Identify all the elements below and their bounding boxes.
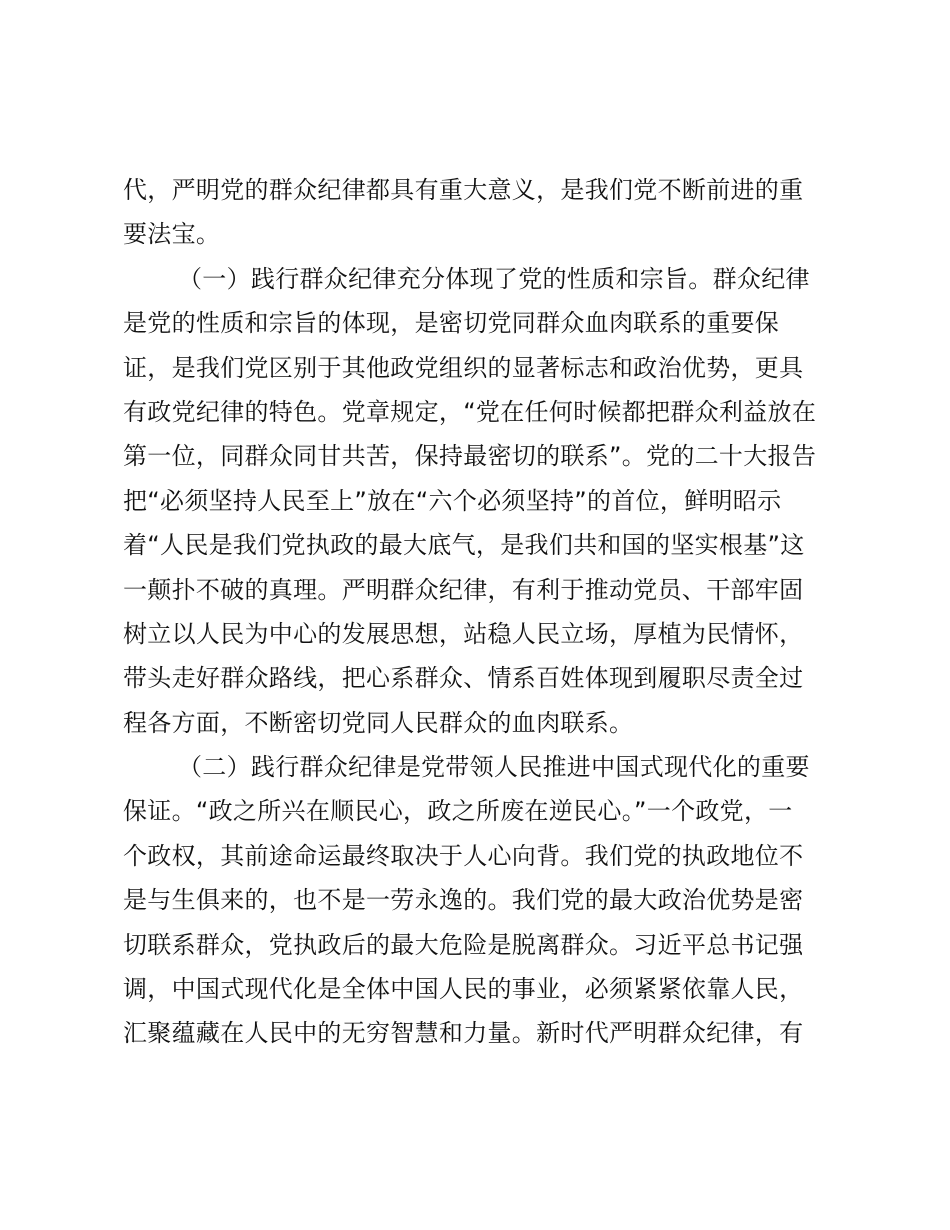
text-line: 着“人民是我们党执政的最大底气，是我们共和国的坚实根基”这 <box>123 531 805 560</box>
text-line: 保证。“政之所兴在顺民心，政之所废在逆民心。”一个政党，一 <box>123 797 793 826</box>
text-line: 程各方面，不断密切党同人民群众的血肉联系。 <box>123 708 634 737</box>
text-line: 代，严明党的群众纪律都具有重大意义，是我们党不断前进的重 <box>123 176 804 204</box>
text-line: 调，中国式现代化是全体中国人民的事业，必须紧紧依靠人民， <box>123 975 804 1004</box>
text-line: 有政党纪律的特色。党章规定，“党在任何时候都把群众利益放在 <box>123 397 817 426</box>
text-line: 个政权，其前途命运最终取决于人心向背。我们党的执政地位不 <box>123 841 804 870</box>
body-text <box>123 168 838 1056</box>
section-1-heading-line: （一）践行群众纪律充分体现了党的性质和宗旨。群众纪律 <box>178 264 810 293</box>
text-line: 是党的性质和宗旨的体现，是密切党同群众血肉联系的重要保 <box>123 309 780 338</box>
text-line: 把“必须坚持人民至上”放在“六个必须坚持”的首位，鲜明昭示 <box>123 486 782 515</box>
text-line: 带头走好群众路线，把心系群众、情系百姓体现到履职尽责全过 <box>123 664 804 693</box>
text-line: 证，是我们党区别于其他政党组织的显著标志和政治优势，更具 <box>123 353 804 382</box>
text-line: 切联系群众，党执政后的最大危险是脱离群众。习近平总书记强 <box>123 930 804 959</box>
section-2-heading-line: （二）践行群众纪律是党带领人民推进中国式现代化的重要 <box>178 753 810 782</box>
text-line: 要法宝。 <box>123 220 221 249</box>
text-line: 汇聚蕴藏在人民中的无穷智慧和力量。新时代严明群众纪律，有 <box>123 1019 804 1048</box>
text-line: 一颠扑不破的真理。严明群众纪律，有利于推动党员、干部牢固 <box>123 575 804 604</box>
text-line: 第一位，同群众同甘共苦，保持最密切的联系”。党的二十大报告 <box>123 442 817 471</box>
text-line: 是与生俱来的，也不是一劳永逸的。我们党的最大政治优势是密 <box>123 886 804 915</box>
text-line: 树立以人民为中心的发展思想，站稳人民立场，厚植为民情怀， <box>123 619 804 648</box>
